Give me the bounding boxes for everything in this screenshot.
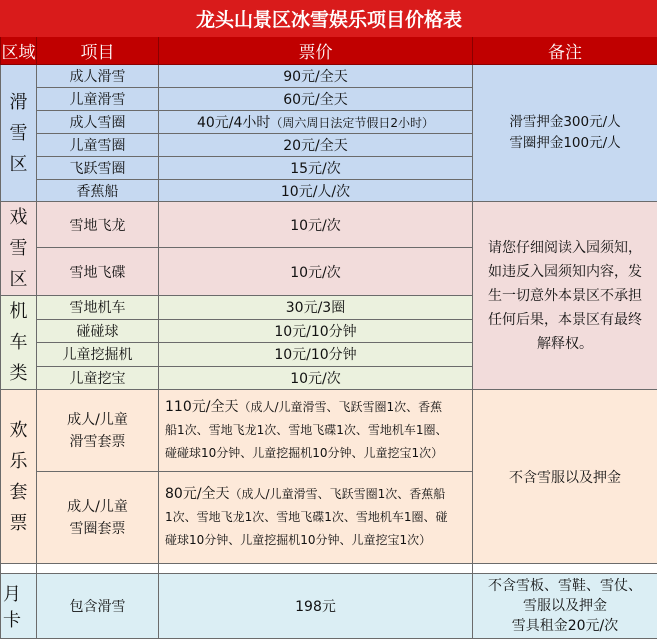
item-price: 10元/次: [159, 366, 473, 390]
table-row: [1, 65, 657, 88]
item-price: 10元/人/次: [159, 180, 473, 202]
item-name: 雪地飞碟: [37, 248, 159, 296]
header-row: [1, 37, 657, 65]
item-price: 40元/4小时（周六周日法定节假日2小时）: [159, 111, 473, 134]
package-price: 110元/全天（成人/儿童滑雪、飞跃雪圈1次、香蕉 船1次、雪地飞龙1次、雪地飞碟1次、雪地机车1圈、 碰碰球10分钟、儿童挖掘机10分钟、儿童挖宝1次）: [159, 390, 473, 472]
item-price: 90元/全天: [159, 65, 473, 88]
spacer-row: [1, 564, 657, 574]
item-price: 10元/次: [159, 202, 473, 248]
card-note: 不含雪板、雪鞋、雪仗、 雪服以及押金 雪具租金20元/次: [473, 574, 657, 639]
header-item: 项目: [37, 37, 159, 65]
item-name: 飞跃雪圈: [37, 157, 159, 180]
ski-note: 滑雪押金300元/人 雪圈押金100元/人: [473, 65, 657, 202]
visitor-notice: 请您仔细阅读入园须知， 如违反入园须知内容，发 生一切意外本景区不承担 任何后果，本景区有最终 解释权。: [473, 202, 657, 390]
package-price: 80元/全天（成人/儿童滑雪、飞跃雪圈1次、香蕉船 1次、雪地飞龙1次、雪地飞碟1次、雪地机车1圈、碰 碰球10分钟、儿童挖掘机10分钟、儿童挖宝1次）: [159, 472, 473, 564]
zone-card: 月卡: [1, 574, 37, 639]
header-price: 票价: [159, 37, 473, 65]
table-row: [1, 390, 657, 472]
header-zone: 区域: [1, 37, 37, 65]
item-price: 10元/10分钟: [159, 319, 473, 343]
table-row: [1, 202, 657, 248]
zone-package: 欢 乐 套 票: [1, 390, 37, 564]
item-price: 10元/10分钟: [159, 343, 473, 367]
item-price: 15元/次: [159, 157, 473, 180]
item-name: 雪地机车: [37, 296, 159, 320]
item-name: 儿童挖宝: [37, 366, 159, 390]
item-price: 60元/全天: [159, 88, 473, 111]
item-price: 30元/3圈: [159, 296, 473, 320]
item-price: 198元: [159, 574, 473, 639]
item-name: 儿童挖掘机: [37, 343, 159, 367]
item-name: 儿童滑雪: [37, 88, 159, 111]
zone-ride: 机 车 类: [1, 296, 37, 390]
package-note: 不含雪服以及押金: [473, 390, 657, 564]
item-name: 成人/儿童 滑雪套票: [37, 390, 159, 472]
zone-play: 戏 雪 区: [1, 202, 37, 296]
item-name: 儿童雪圈: [37, 134, 159, 157]
item-price: 10元/次: [159, 248, 473, 296]
zone-ski: 滑 雪 区: [1, 65, 37, 202]
item-name: 成人雪圈: [37, 111, 159, 134]
item-name: 包含滑雪: [37, 574, 159, 639]
title-row: [1, 1, 657, 37]
item-name: 雪地飞龙: [37, 202, 159, 248]
table-row: [1, 574, 657, 639]
item-name: 碰碰球: [37, 319, 159, 343]
header-note: 备注: [473, 37, 657, 65]
page-title: 龙头山景区冰雪娱乐项目价格表: [1, 1, 657, 37]
item-name: 香蕉船: [37, 180, 159, 202]
item-name: 成人/儿童 雪圈套票: [37, 472, 159, 564]
item-name: 成人滑雪: [37, 65, 159, 88]
item-price: 20元/全天: [159, 134, 473, 157]
